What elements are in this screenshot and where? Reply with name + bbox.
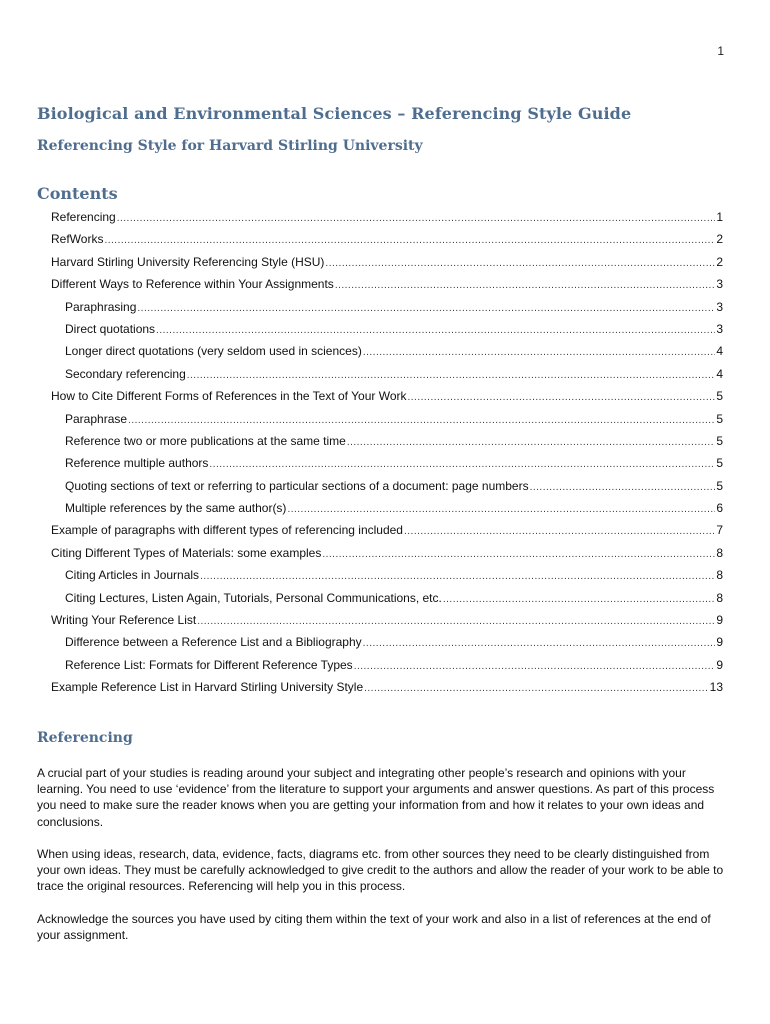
contents-heading: Contents: [37, 184, 118, 203]
toc-leader-dots: [404, 523, 715, 540]
toc-leader-dots: [287, 501, 715, 518]
toc-entry[interactable]: [65, 565, 723, 587]
toc-entry[interactable]: [65, 453, 723, 475]
paragraph: A crucial part of your studies is reading around your subject and integrating other people’s research and opinions with your learning. You need to use ‘evidence’ from the literature to support your arguments and answer questions. As part of this process you need to make sure the reader knows when you are getting your information from and how it relates to your own ideas and conclusions.: [37, 766, 715, 829]
toc-entry-title: Referencing: [51, 210, 116, 224]
toc-entry-title: Secondary referencing: [65, 366, 186, 381]
paragraph: Acknowledge the sources you have used by citing them within the text of your work and also in a list of references at the end of your assignment.: [37, 912, 711, 943]
toc-entry[interactable]: [51, 543, 723, 565]
toc-entry[interactable]: [65, 364, 723, 386]
section-heading-referencing: Referencing: [37, 730, 133, 746]
toc-entry-page: 9: [716, 635, 723, 650]
paragraph: When using ideas, research, data, evidence, facts, diagrams etc. from other sources they need to be clearly distinguished from your own ideas. They must be carefully acknowledged to give credit to the authors and allow the reader of your work to be able to trace the original resources. Referencing will help you in this process.: [37, 847, 724, 894]
toc-entry-title: Reference multiple authors: [65, 456, 209, 471]
toc-entry[interactable]: [65, 297, 723, 319]
toc-entry-page: 3: [716, 277, 723, 292]
table-of-contents: [0, 207, 770, 700]
toc-entry-page: 5: [716, 411, 723, 426]
document-subtitle: Referencing Style for Harvard Stirling University: [37, 138, 423, 154]
toc-entry-title: Example of paragraphs with different types of referencing included: [51, 523, 403, 538]
toc-entry-page: 8: [716, 568, 723, 583]
toc-leader-dots: [335, 277, 716, 294]
toc-entry[interactable]: [65, 655, 723, 677]
toc-entry-title: Writing Your Reference List: [51, 613, 197, 628]
toc-entry-page: 9: [716, 613, 723, 628]
page-number: 1: [717, 44, 724, 58]
toc-entry-title: Citing Lectures, Listen Again, Tutorials, Personal Communications, etc.: [65, 590, 442, 605]
toc-entry-page: 1: [716, 210, 723, 224]
toc-entry-page: 3: [716, 299, 723, 314]
toc-entry-title: Longer direct quotations (very seldom used in sciences): [65, 344, 362, 359]
toc-leader-dots: [354, 658, 716, 675]
toc-entry-page: 13: [709, 680, 723, 695]
document-title: Biological and Environmental Sciences – Referencing Style Guide: [37, 104, 632, 123]
toc-leader-dots: [363, 635, 716, 652]
toc-entry-title: Citing Different Types of Materials: some examples: [51, 545, 322, 560]
toc-leader-dots: [156, 322, 715, 339]
toc-leader-dots: [104, 232, 715, 249]
toc-entry-title: Multiple references by the same author(s): [65, 501, 287, 516]
toc-entry[interactable]: [65, 476, 723, 498]
toc-entry-title: Citing Articles in Journals: [65, 568, 200, 583]
toc-entry-page: 4: [716, 366, 723, 381]
toc-entry-title: Paraphrase: [65, 411, 128, 426]
toc-entry[interactable]: [65, 431, 723, 453]
toc-leader-dots: [322, 546, 715, 563]
toc-entry[interactable]: [51, 274, 723, 296]
toc-entry[interactable]: [65, 498, 723, 520]
toc-entry-page: 9: [716, 657, 723, 672]
toc-entry-page: 5: [716, 389, 723, 404]
toc-entry-page: 5: [716, 433, 723, 448]
toc-entry-title: Difference between a Reference List and a Bibliography: [65, 635, 362, 650]
toc-entry[interactable]: [51, 229, 723, 251]
toc-leader-dots: [209, 456, 715, 473]
toc-entry-page: 2: [716, 254, 723, 269]
toc-leader-dots: [325, 255, 715, 272]
toc-entry-page: 4: [716, 344, 723, 359]
toc-leader-dots: [197, 613, 715, 630]
toc-leader-dots: [530, 479, 716, 496]
toc-entry[interactable]: [51, 252, 723, 274]
toc-entry[interactable]: [65, 341, 723, 363]
toc-entry-page: 5: [716, 456, 723, 471]
toc-entry-title: Example Reference List in Harvard Stirling University Style: [51, 680, 364, 695]
toc-entry-title: Harvard Stirling University Referencing Style (HSU): [51, 254, 325, 269]
toc-entry-title: Reference two or more publications at the same time: [65, 433, 346, 448]
toc-entry[interactable]: [51, 677, 723, 699]
toc-entry[interactable]: [65, 319, 723, 341]
toc-leader-dots: [408, 389, 716, 406]
toc-entry-title: Direct quotations: [65, 321, 156, 336]
toc-entry-page: 2: [716, 232, 723, 247]
toc-leader-dots: [137, 300, 715, 317]
toc-entry[interactable]: [51, 520, 723, 542]
toc-leader-dots: [117, 210, 716, 227]
toc-entry[interactable]: [65, 409, 723, 431]
toc-entry-page: 6: [716, 501, 723, 516]
toc-leader-dots: [128, 412, 715, 429]
toc-entry[interactable]: [65, 632, 723, 654]
toc-entry-page: 5: [716, 478, 723, 493]
toc-leader-dots: [443, 591, 715, 608]
toc-entry[interactable]: [51, 386, 723, 408]
toc-entry-page: 8: [716, 545, 723, 560]
toc-leader-dots: [363, 344, 715, 361]
toc-entry-title: Paraphrasing: [65, 299, 137, 314]
toc-entry-page: 3: [716, 321, 723, 336]
toc-leader-dots: [200, 568, 715, 585]
toc-entry[interactable]: [51, 207, 723, 229]
toc-entry-title: How to Cite Different Forms of References in the Text of Your Work: [51, 389, 407, 404]
toc-entry-page: 7: [716, 523, 723, 538]
toc-entry-title: Different Ways to Reference within Your Assignments: [51, 277, 334, 292]
toc-leader-dots: [347, 434, 716, 451]
toc-entry-page: 8: [716, 590, 723, 605]
toc-entry[interactable]: [51, 610, 723, 632]
toc-entry-title: Reference List: Formats for Different Reference Types: [65, 657, 353, 672]
toc-leader-dots: [364, 680, 709, 697]
toc-entry-title: Quoting sections of text or referring to particular sections of a document: page numbers: [65, 478, 529, 493]
toc-entry[interactable]: [65, 588, 723, 610]
toc-leader-dots: [187, 367, 716, 384]
toc-entry-title: RefWorks: [51, 232, 104, 247]
